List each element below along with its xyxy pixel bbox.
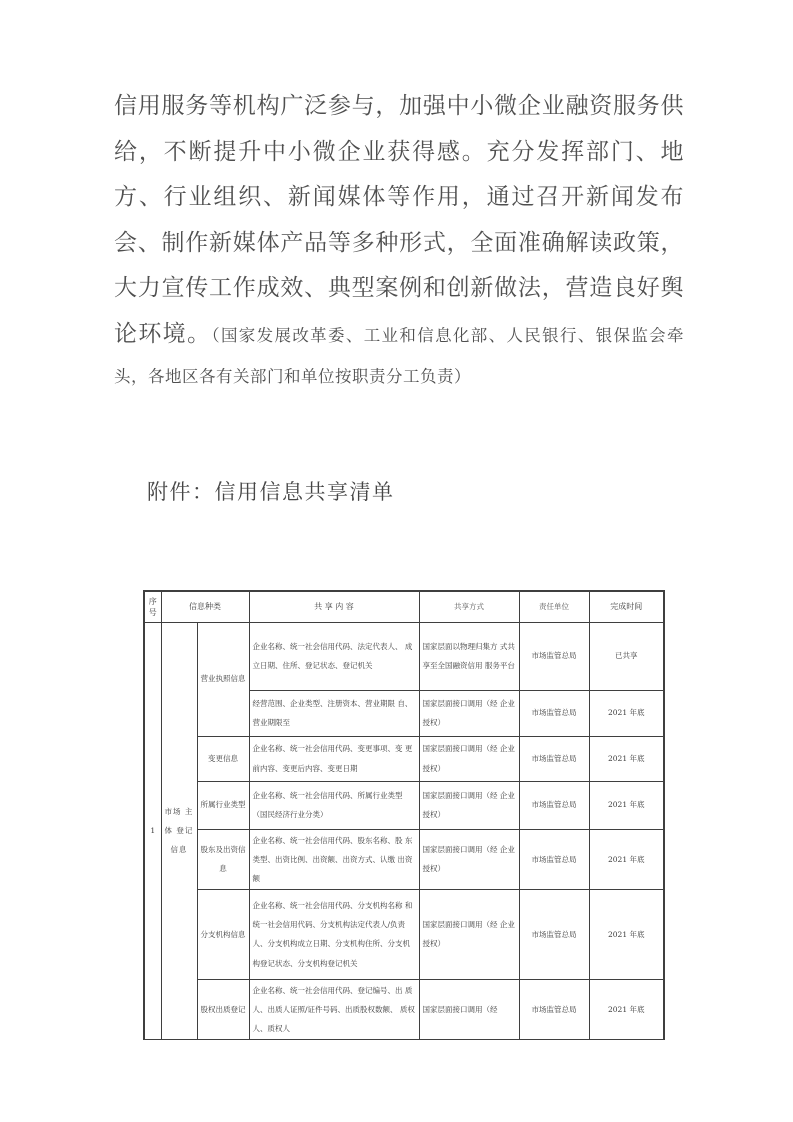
cell-share-method: 国家层面接口调用（经 企业授权） [419,736,519,781]
cell-share-content: 经营范围、企业类型、注册资本、营业期限 自、营业期限至 [249,690,419,736]
cell-subcategory: 营业执照信息 [197,622,249,736]
cell-subcategory: 分支机构信息 [197,889,249,979]
cell-share-method: 国家层面接口调用（经 [419,979,519,1039]
cell-share-method: 国家层面接口调用（经 企业授权） [419,690,519,736]
cell-deadline: 2021 年底 [589,889,664,979]
attachment-title: 附件：信用信息共享清单 [147,480,395,504]
cell-share-content: 企业名称、统一社会信用代码、分支机构名称 和统一社会信用代码、分支机构法定代表人/负责 人、分支机构成立日期、分支机构住所、分支机 构登记状态、分支机构登记机关 [249,889,419,979]
col-header-index: 序号 [144,591,161,622]
col-header-content: 共 享 内 容 [249,591,419,622]
cell-unit: 市场监管总局 [519,979,589,1039]
cell-deadline: 2021 年底 [589,829,664,889]
table-row [144,979,664,1039]
cell-share-content: 企业名称、统一社会信用代码、变更事项、变 更前内容、变更后内容、变更日期 [249,736,419,781]
cell-subcategory: 股权出质登记 [197,979,249,1039]
cell-unit: 市场监管总局 [519,736,589,781]
cell-subcategory: 股东及出资信息 [197,829,249,889]
cell-unit: 市场监管总局 [519,829,589,889]
cell-deadline: 2021 年底 [589,781,664,829]
cell-deadline: 2021 年底 [589,736,664,781]
credit-info-share-table [143,590,665,1040]
cell-share-content: 企业名称、统一社会信用代码、所属行业类型 （国民经济行业分类） [249,781,419,829]
table-row [144,736,664,781]
col-header-unit: 责任单位 [519,591,589,622]
cell-share-method: 国家层面接口调用（经 企业授权） [419,829,519,889]
cell-unit: 市场监管总局 [519,622,589,690]
col-header-method: 共享方式 [419,591,519,622]
paragraph-main-text: 信用服务等机构广泛参与，加强中小微企业融资服务供给，不断提升中小微企业获得感。充分发挥部门、地方、行业组织、新闻媒体等作用，通过召开新闻发布会、制作新媒体产品等多种形式，全面准确解读政策，大力宣传工作成效、典型案例和创新做法，营造良好舆论环境。 [114,93,684,347]
table-row [144,829,664,889]
cell-share-content: 企业名称、统一社会信用代码、登记编号、出 质人、出质人证照/证件号码、出质股权数额、 质权人、质权人 [249,979,419,1039]
cell-unit: 市场监管总局 [519,889,589,979]
cell-index: 1 [144,622,161,1040]
table-row [144,781,664,829]
col-header-deadline: 完成时间 [589,591,664,622]
table-row [144,889,664,979]
paragraph-annotation: （国家发展改革委、工业和信息化部、人民银行、银保监会牵头，各地区各有关部门和单位按职责分工负责） [114,325,685,386]
col-header-category: 信息种类 [161,591,249,622]
cell-share-content: 企业名称、统一社会信用代码、法定代表人、 成立日期、住所、登记状态、登记机关 [249,622,419,690]
cell-unit: 市场监管总局 [519,690,589,736]
cell-deadline: 已共享 [589,622,664,690]
cell-unit: 市场监管总局 [519,781,589,829]
cell-deadline: 2021 年底 [589,979,664,1039]
table-header-row [144,591,664,622]
body-paragraph [114,84,684,397]
table-row [144,622,664,690]
cell-share-method: 国家层面接口调用（经 企业授权） [419,781,519,829]
cell-share-content: 企业名称、统一社会信用代码、股东名称、股 东类型、出资比例、出资额、出资方式、认缴 出资额 [249,829,419,889]
cell-share-method: 国家层面接口调用（经 企业授权） [419,889,519,979]
cell-subcategory: 所属行业类型 [197,781,249,829]
cell-deadline: 2021 年底 [589,690,664,736]
cell-category-group: 市场 主体 登记 信息 [161,622,197,1040]
cell-subcategory: 变更信息 [197,736,249,781]
cell-share-method: 国家层面以物理归集方 式共享至全国融资信用 服务平台 [419,622,519,690]
